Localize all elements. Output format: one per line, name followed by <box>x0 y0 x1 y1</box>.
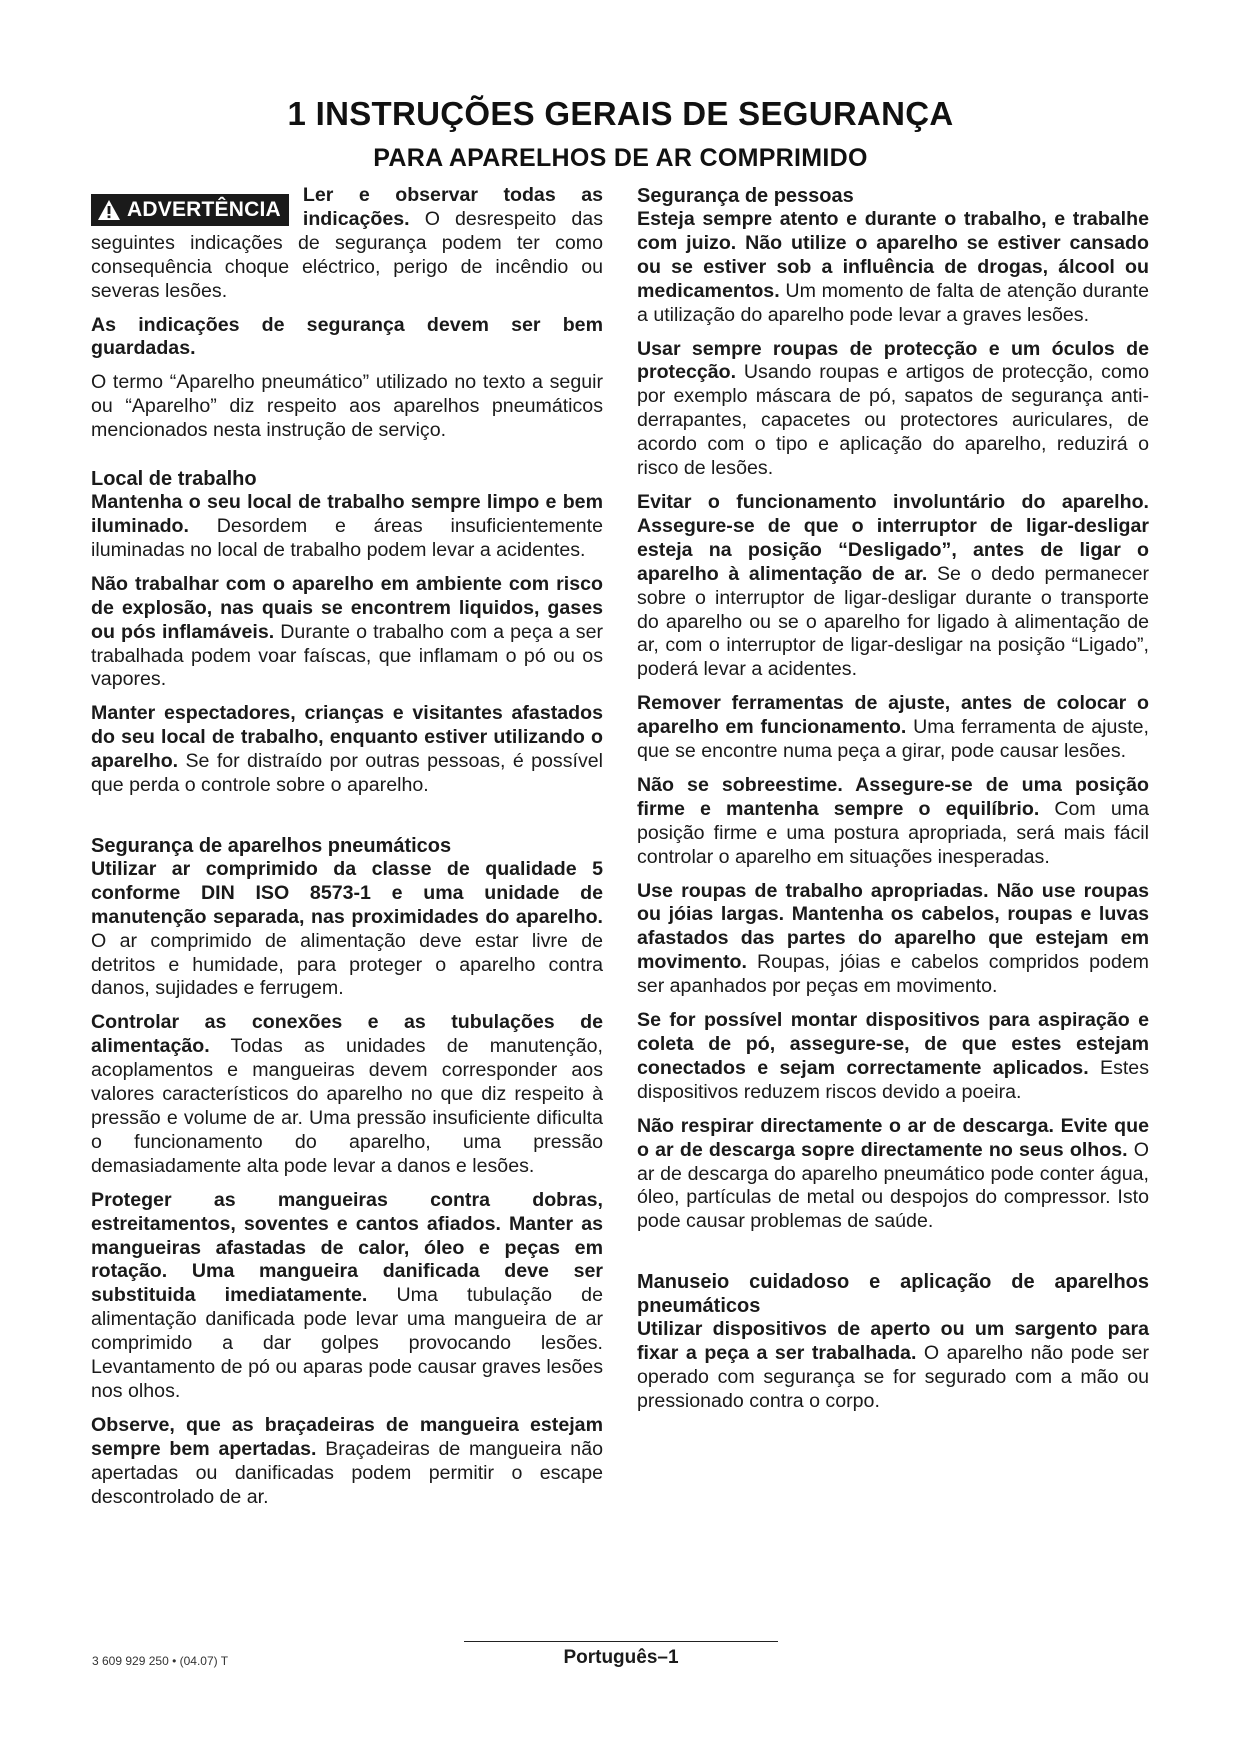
paragraph: Não trabalhar com o aparelho em ambiente com risco de explosão, nas quais se encontrem liquidos, gases ou pós inflamáveis. Durante o trabalho com a peça a ser trabalhada podem voar faíscas, que inflamam o pó ou os vapores. <box>91 572 603 691</box>
section-heading-handling: Manuseio cuidadoso e aplicação de aparelhos pneumáticos <box>637 1271 1149 1318</box>
left-column <box>91 184 603 1520</box>
paragraph: Se for possível montar dispositivos para aspiração e coleta de pó, assegure-se, de que estes estejam conectados e sejam correctamente aplicados. Estes dispositivos reduzem riscos devido a poeira. <box>637 1009 1150 1103</box>
term-definition: O termo “Aparelho pneumático” utilizado no texto a seguir ou “Aparelho” diz respeito aos aparelhos pneumáticos mencionados nesta instrução de serviço. <box>91 371 603 442</box>
section-heading-persons: Segurança de pessoas <box>637 185 854 207</box>
page-number: Português–1 <box>563 1647 679 1668</box>
page-title: 1 INSTRUÇÕES GERAIS DE SEGURANÇA <box>287 95 954 132</box>
paragraph: Proteger as mangueiras contra dobras, estreitamentos, soventes e cantos afiados. Manter as mangueiras afastadas de calor, óleo e peças em rotação. Uma mangueira danificada deve ser substituida imediatamente. Uma tubulação de alimentação danificada pode levar uma mangueira de ar comprimido a dar golpes provocando lesões. Levantamento de pó ou aparas pode causar graves lesões nos olhos. <box>91 1188 603 1402</box>
intro-paragraph <box>91 184 603 304</box>
paragraph: Esteja sempre atento e durante o trabalho, e trabalhe com juizo. Não utilize o aparelho se estiver cansado ou se estiver sob a influência de drogas, álcool ou medicamentos. Um momento de falta de atenção durante a utilização do aparelho pode levar a graves lesões. <box>637 208 1149 326</box>
paragraph: Usar sempre roupas de protecção e um óculos de protecção. Usando roupas e artigos de protecção, como por exemplo máscara de pó, sapatos de segurança anti-derrapantes, capacetes ou protectores auriculares, de acordo com o tipo e aplicação do aparelho, reduzirá o risco de lesões. <box>637 337 1149 480</box>
document-code: 3 609 929 250 • (04.07) T <box>92 1654 229 1668</box>
paragraph: Remover ferramentas de ajuste, antes de colocar o aparelho em funcionamento. Uma ferramenta de ajuste, que se encontre numa peça a girar, pode causar lesões. <box>637 692 1149 763</box>
paragraph: Observe, que as braçadeiras de mangueira estejam sempre bem apertadas. Braçadeiras de mangueira não apertadas ou danificadas podem permitir o escape descontrolado de ar. <box>91 1413 603 1508</box>
section-heading-workplace: Local de trabalho <box>91 468 257 491</box>
paragraph: Não se sobreestime. Assegure-se de uma posição firme e mantenha sempre o equilíbrio. Com uma posição firme e uma postura apropriada, será mais fácil controlar o aparelho em situações inesperadas. <box>637 773 1149 868</box>
paragraph: Evitar o funcionamento involuntário do aparelho. Assegure-se de que o interruptor de ligar-desligar esteja na posição “Desligado”, antes de ligar o aparelho à alimentação de ar. Se o dedo permanecer sobre o interruptor de ligar-desligar durante o transporte do aparelho ou se o aparelho for ligado à alimentação de ar, com o interruptor de ligar-desligar na posição “Ligado”, poderá levar a acidentes. <box>637 490 1149 681</box>
intro-bold: Ler e observar todas as indicações. <box>302 184 603 230</box>
intro-text: O desrespeito das seguintes indicações de segurança podem ter como consequência choque eléctrico, perigo de incêndio ou severas lesões. <box>91 207 603 302</box>
keep-instructions: As indicações de segurança devem ser bem guardadas. <box>91 313 603 360</box>
warning-triangle-icon <box>97 199 121 221</box>
paragraph: Controlar as conexões e as tubulações de alimentação. Todas as unidades de manutenção, acoplamentos e mangueiras devem corresponder aos valores característicos do aparelho no que diz respeito à pressão e volume de ar. Uma pressão insuficiente dificulta o funcionamento do aparelho, uma pressão demasiadamente alta pode levar a danos e lesões. <box>91 1011 603 1177</box>
section-heading-pneumatic: Segurança de aparelhos pneumáticos <box>91 834 452 857</box>
paragraph: Não respirar directamente o ar de descarga. Evite que o ar de descarga sopre directamente no seus olhos. O ar de descarga do aparelho pneumático pode conter água, óleo, partículas de metal ou despojos do compressor. Isto pode causar problemas de saúde. <box>637 1114 1149 1233</box>
paragraph: Manter espectadores, crianças e visitantes afastados do seu local de trabalho, enquanto estiver utilizando o aparelho. Se for distraído por outras pessoas, é possível que perda o controle sobre o aparelho. <box>91 702 603 797</box>
paragraph: Utilizar dispositivos de aperto ou um sargento para fixar a peça a ser trabalhada. O aparelho não pode ser operado com segurança se for segurado com a mão ou pressionado contra o corpo. <box>637 1318 1149 1412</box>
paragraph: Use roupas de trabalho apropriadas. Não use roupas ou jóias largas. Mantenha os cabelos, roupas e luvas afastados das partes do aparelho que estejam em movimento. Roupas, jóias e cabelos compridos podem ser apanhados por peças em movimento. <box>637 879 1149 998</box>
right-column <box>637 184 1149 1424</box>
warning-label <box>91 194 289 228</box>
warning-text: ADVERTÊNCIA <box>127 198 281 221</box>
paragraph: Utilizar ar comprimido da classe de qualidade 5 conforme DIN ISO 8573-1 e uma unidade de manutenção separada, nas proximidades do aparelho. O ar comprimido de alimentação deve estar livre de detritos e humidade, para proteger o aparelho contra danos, sujidades e ferrugem. <box>91 857 603 1000</box>
page-subtitle: PARA APARELHOS DE AR COMPRIMIDO <box>373 144 868 172</box>
paragraph: Mantenha o seu local de trabalho sempre limpo e bem iluminado. Desordem e áreas insuficientemente iluminadas no local de trabalho podem levar a acidentes. <box>91 491 603 561</box>
footer-divider <box>464 1641 778 1642</box>
